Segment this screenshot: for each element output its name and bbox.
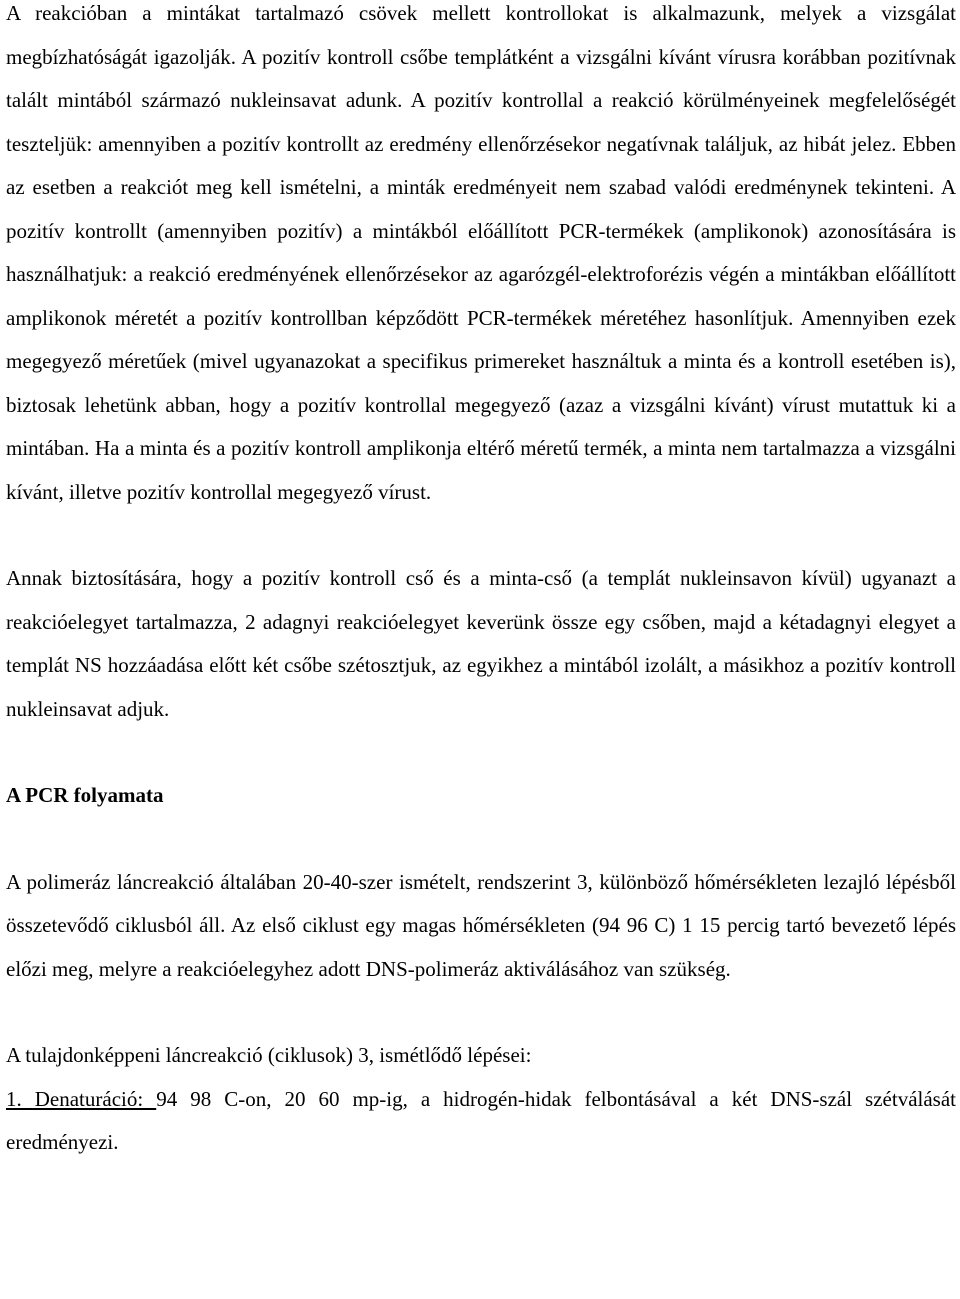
paragraph-steps-intro: A tulajdonképpeni láncreakció (ciklusok) 3, ismétlődő lépései:: [6, 1043, 532, 1067]
step-denaturation-text: 94 98 C-on, 20 60 mp-ig, a hidrogén-hidak felbontásával a két DNS-szál szétválását eredményezi.: [6, 1086, 957, 1154]
paragraph-controls: A reakcióban a mintákat tartalmazó csövek mellett kontrollokat is alkalmazunk, melyek a vizsgálat megbízhatóságát igazolják. A pozitív kontroll csőbe templátként a vizsgálni kívánt vírusra korábban pozitívnak talált mintából származó nukleinsavat adunk. A pozitív kontrollal a reakció körülményeinek megfelelőségét teszteljük: amennyiben a pozitív kontrollt az eredmény ellenőrzésekor negatívnak találjuk, az hibát jelez. Ebben az esetben a reakciót meg kell ismételni, a minták eredményeit nem szabad valódi eredménynek tekinteni. A pozitív kontrollt (amennyiben pozitív) a mintákból előállított PCR-termékek (amplikonok) azonosítására is használhatjuk: a reakció eredményének ellenőrzésekor az agarózgél-elektroforézis végén a mintákban előállított amplikonok méretét a pozitív kontrollban képződött PCR-termékek méretéhez hasonlítjuk. Amennyiben ezek megegyező méretűek (mivel ugyanazokat a specifikus primereket használtuk a minta és a kontroll esetében is), biztosak lehetünk abban, hogy a pozitív kontrollal megegyező (azaz a vizsgálni kívánt) vírust mutattuk ki a mintában. Ha a minta és a pozitív kontroll amplikonja eltérő méretű termék, a minta nem tartalmazza a vizsgálni kívánt, illetve pozitív kontrollal megegyező vírust.: [6, 1, 956, 504]
step-denaturation: [6, 1078, 956, 1165]
step-denaturation-label: 1. Denaturáció:: [6, 1086, 157, 1111]
paragraph-pcr-intro: A polimeráz láncreakció általában 20-40-szer ismételt, rendszerint 3, különböző hőmérsékleten lezajló lépésből összetevődő ciklusból áll. Az első ciklust egy magas hőmérsékleten (94 96 C) 1 15 percig tartó bevezető lépés előzi meg, melyre a reakcióelegyhez adott DNS-polimeráz aktiválásához van szükség.: [6, 869, 956, 981]
section-heading: A PCR folyamata: [6, 783, 164, 807]
document-page: [6, 0, 956, 1165]
paragraph-reaction-mix: Annak biztosítására, hogy a pozitív kontroll cső és a minta-cső (a templát nukleinsavon kívül) ugyanazt a reakcióelegyet tartalmazza, 2 adagnyi reakcióelegyet keverünk össze egy csőben, majd a kétadagnyi elegyet a templát NS hozzáadása előtt két csőbe szétosztjuk, az egyikhez a mintából izolált, a másikhoz a pozitív kontroll nukleinsavat adjuk.: [6, 566, 956, 721]
